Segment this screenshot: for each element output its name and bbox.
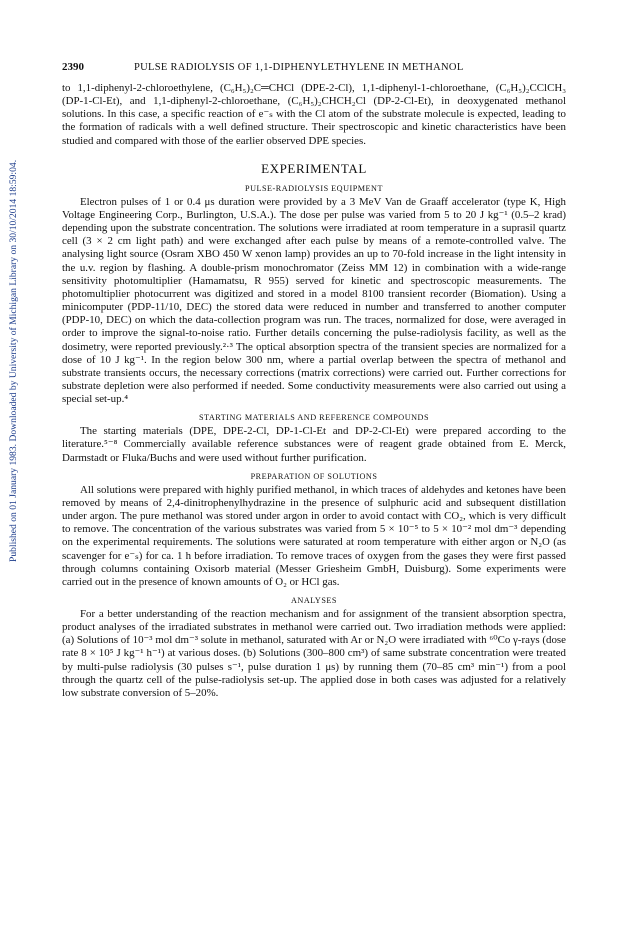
intro-paragraph: to 1,1-diphenyl-2-chloroethylene, (C₆H₅)₂C═CHCl (DPE-2-Cl), 1,1-diphenyl-1-chloroethane, (C₆H₅)₂CClCH₃ (DP-1-Cl-Et), and 1,1-diphenyl-2-chloroethane, (C₆H₅)₂CHCH₂Cl (DP-2-Cl-Et), in deoxygenated methanol solutions. In this case, a specific reaction of e⁻ₛ with the Cl atom of the substrate molecule is expected, leading to the formation of radicals with a well defined structure. Their spectroscopic and kinetic characteristics have been studied and compared with those of the earlier observed DPE species.	[62, 82, 566, 147]
download-notice: Published on 01 January 1983. Downloaded by University of Michigan Library on 30/10/2014 18:59:04.	[8, 159, 19, 562]
article-body	[62, 82, 566, 700]
paragraph-equipment: Electron pulses of 1 or 0.4 μs duration were provided by a 3 MeV Van de Graaff accelerator (type K, High Voltage Engineering Corp., Burlington, U.S.A.). The dose per pulse was varied from 5 to 20 J kg⁻¹ (0.5–2 krad) depending upon the substrate concentration. The solutions were irradiated at room temperature in a suprasil quartz cell (3 × 2 cm light path) and were exchanged after each pulse by means of a remote-controlled valve. The analysing light source (Osram XBO 450 W xenon lamp) provides an up to 70-fold increase in the light intensity in the u.v. region by flashing. A double-prism monochromator (Zeiss MM 12) in combination with a wide-range sensitivity photomultiplier (Hamamatsu, R 955) served for kinetic and spectroscopic measurements. The photomultiplier photocurrent was digitized and stored in a model 8100 transient recorder (Biomation). Using a minicomputer (PDP-11/10, DEC) the stored data were reduced in number and transferred to another computer (PDP-10, DEC) on which the data-collection program was run. The traces, normalized for dose, were averaged in order to improve the signal-to-noise ratio. Further details concerning the pulse-radiolysis facility, as well as the dosimetry, were reported previously.²·³ The optical absorption spectra of the transient species are normalized for a dose of 10 J kg⁻¹. In the region below 300 nm, where a partial overlap between the spectra of methanol and substrate transients occurs, the necessary corrections (matrix corrections) were carried out. Further corrections for substrate depletion were also performed if needed. Some conductivity measurements were also carried out using a special set-up.⁴	[62, 195, 566, 406]
paragraph-analyses: For a better understanding of the reaction mechanism and for assignment of the transient absorption spectra, product analyses of the irradiated substrates in methanol were carried out. Two irradiation methods were applied: (a) Solutions of 10⁻³ mol dm⁻³ solute in methanol, saturated with Ar or N₂O were irradiated with ⁶⁰Co γ-rays (dose rate 8 × 10⁵ J kg⁻¹ h⁻¹) at various doses. (b) Solutions (300–800 cm³) of same substrate concentration were treated by multi-pulse radiolysis (30 pulses s⁻¹, pulse duration 1 μs) by running them (70–85 cm³ min⁻¹) from a pool through the quartz cell of the pulse-radiolysis set-up. The applied dose in both cases was adjusted for a relatively low substrate conversion of 5–20%.	[62, 608, 567, 699]
page-number: 2390	[62, 61, 84, 73]
subsection-heading-analyses: ANALYSES	[291, 596, 337, 605]
running-title: PULSE RADIOLYSIS OF 1,1-DIPHENYLETHYLENE IN METHANOL	[134, 62, 464, 73]
subsection-heading-equipment: PULSE-RADIOLYSIS EQUIPMENT	[245, 183, 383, 193]
paragraph-solutions: All solutions were prepared with highly purified methanol, in which traces of aldehydes and ketones have been removed by means of 2,4-dinitrophenylhydrazine in the presence of sulphuric acid and subsequent distillation under argon. The pure methanol was stored under argon in order to avoid contact with CO₂, which is very difficult to remove. The concentration of the various substrates was varied from 5 × 10⁻⁵ to 5 × 10⁻² mol dm⁻³ depending on the experimental requirements. The solutions were saturated at room temperature with either argon or N₂O (as scavenger for e⁻ₛ) for ca. 1 h before irradiation. To remove traces of oxygen from the gases they were first passed through columns containing Oxisorb material (Messer Griesheim GmbH, Duisburg). Some experiments were carried out in the presence of known amounts of O₂ or HCl gas.	[62, 483, 566, 588]
paragraph-materials: The starting materials (DPE, DPE-2-Cl, DP-1-Cl-Et and DP-2-Cl-Et) were prepared according to the literature.⁵⁻⁸ Commercially available reference substances were of reagent grade obtained from E. Merck, Darmstadt or Fluka/Buchs and were used without further purification.	[62, 425, 566, 464]
subsection-heading-solutions: PREPARATION OF SOLUTIONS	[250, 471, 378, 481]
subsection-heading-materials: STARTING MATERIALS AND REFERENCE COMPOUNDS	[198, 413, 429, 423]
page-header	[62, 61, 552, 77]
section-title-experimental: EXPERIMENTAL	[261, 160, 367, 176]
